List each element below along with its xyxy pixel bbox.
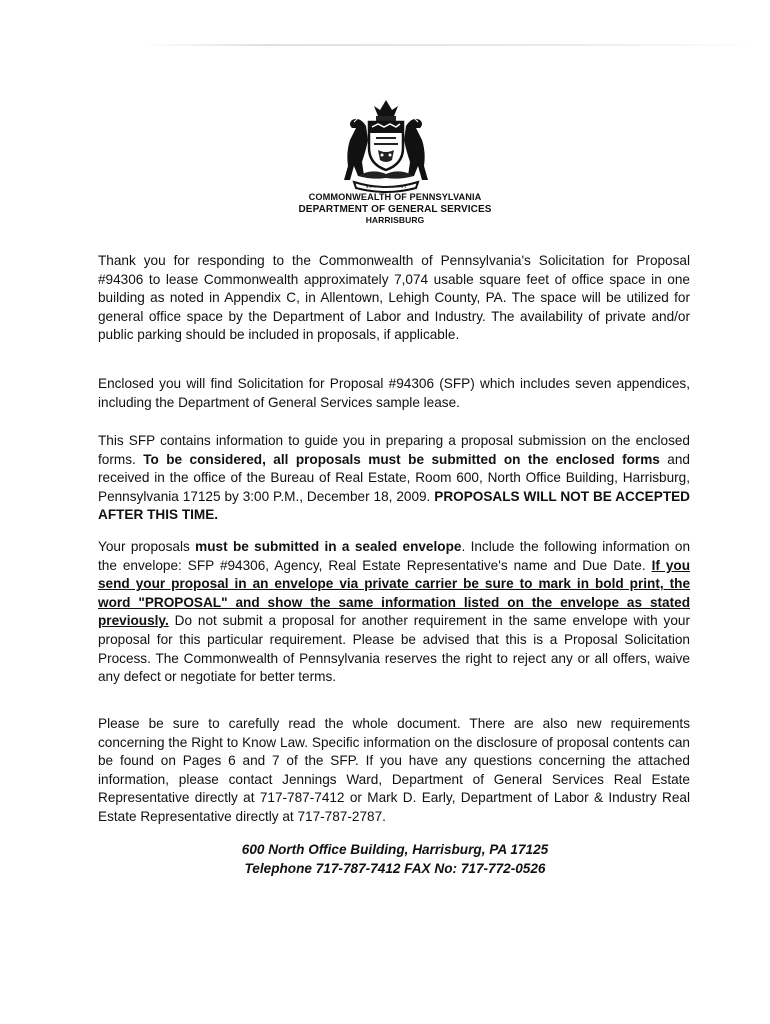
p4-text-1: Your proposals [98, 539, 196, 554]
p3-text-1: This SFP contains information to guide you in preparing a proposal submission on the enclosed forms. [98, 433, 690, 467]
paragraph-intro: Thank you for responding to the Commonwealth of Pennsylvania's Solicitation for Proposal #94306 to lease Commonwealth approximately 7,074 usable square feet of office space in one building as noted in Appendix C, in Allentown, Lehigh County, PA. The space will be utilized for general office space by the Department of Labor and Industry. The availability of private and/or public parking should be included in proposals, if applicable. [98, 253, 690, 343]
scan-artifact-line [140, 44, 760, 46]
paragraph-contacts: Please be sure to carefully read the whole document. There are also new requirements concerning the Right to Know Law. Specific information on the disclosure of proposal contents can be found on Pages 6 and 7 of the SFP. If you have any questions concerning the attached information, please contact Jennings Ward, Department of General Services Real Estate Representative directly at 717-787-7412 or Mark D. Early, Department of Labor & Industry Real Estate Representative directly at 717-787-2787. [98, 716, 690, 824]
p4-text-2: . Include the following information on the envelope: SFP #94306, Agency, Real Estate Representative's name and Due Date. [98, 539, 691, 573]
letterhead-department: DEPARTMENT OF GENERAL SERVICES [298, 203, 492, 215]
letterhead [230, 192, 560, 227]
pennsylvania-coat-of-arms-icon [336, 96, 436, 194]
p4-text-3: Do not submit a proposal for another requirement in the same envelope with your proposal for this particular requirement. Please be advised that this is a Proposal Solicitation Process. The Commonwealth of Pennsylvania reserves the right to reject any or all offers, waive any defect or negotiate for better terms. [98, 613, 690, 685]
p4-bold-sealed: must be submitted in a sealed envelope [195, 539, 462, 554]
paragraph-submission-deadline [98, 432, 690, 525]
p4-bold-underline-carrier: If you send your proposal in an envelope via private carrier be sure to mark in bold print, the word "PROPOSAL" and show the same information listed on the envelope as stated previously. [98, 557, 690, 629]
p3-bold-warning: PROPOSALS WILL NOT BE ACCEPTED AFTER THIS TIME. [98, 488, 691, 523]
footer-phone: Telephone 717-787-7412 FAX No: 717-772-0526 [244, 861, 546, 876]
paragraph-enclosures: Enclosed you will find Solicitation for Proposal #94306 (SFP) which includes seven appendices, including the Department of General Services sample lease. [98, 376, 690, 410]
letterhead-commonwealth: COMMONWEALTH OF PENNSYLVANIA [308, 192, 482, 202]
p3-bold-requirement: To be considered, all proposals must be submitted on the enclosed forms [143, 451, 660, 467]
letterhead-city: HARRISBURG [365, 215, 425, 225]
p3-text-2: and received in the office of the Bureau of Real Estate, Room 600, North Office Building, Harrisburg, Pennsylvania 17125 by 3:00 P.M., December 18, 2009. [98, 451, 690, 504]
paragraph-envelope-instructions [98, 538, 690, 687]
footer-address: 600 North Office Building, Harrisburg, PA 17125 [241, 842, 549, 857]
